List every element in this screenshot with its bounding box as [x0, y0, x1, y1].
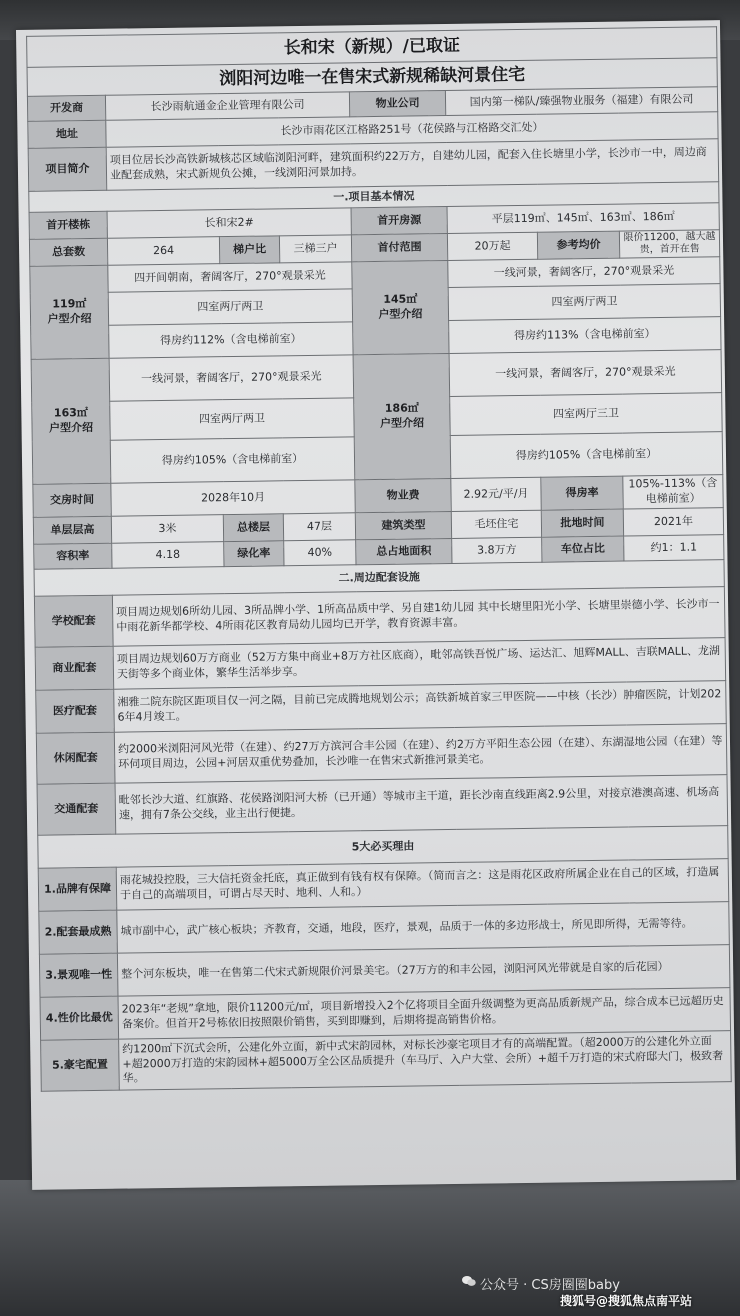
- unit-145-efficiency: 得房约113%（含电梯前室）: [449, 317, 722, 354]
- floor-height-value: 3米: [111, 515, 223, 544]
- reason-2-text: 城市副中心，武广核心板块；齐教育，交通，地段，医疗，景观，品质于一体的多边形战士，所见即所得，无需等待。: [117, 902, 730, 954]
- first-source-value: 平层119㎡、145㎡、163㎡、186㎡: [447, 203, 719, 234]
- commerce-value: 项目周边规划60万方商业（52万方集中商业+8万方社区底商），毗邻高铁吾悦广场、运达汇、旭辉MALL、吉联MALL、龙湖天街等多个商业体，繁华生活举步享。: [113, 638, 726, 690]
- unit-145-feature: 一线河景，奢阔客厅，270°观景采光: [448, 257, 720, 288]
- title-main: 长和宋（新规）/已取证: [27, 27, 717, 68]
- first-building-value: 长和宋2#: [107, 208, 351, 238]
- unit-163-efficiency: 得房约105%（含电梯前室）: [110, 437, 355, 483]
- property-fee-value: 2.92元/平/月: [451, 477, 541, 511]
- first-source-label: 首开房源: [351, 206, 447, 234]
- land-area-label: 总占地面积: [356, 538, 452, 564]
- reason-2-label: 2.配套最成熟: [39, 910, 118, 954]
- school-label: 学校配套: [34, 595, 113, 647]
- total-floors-label: 总楼层: [223, 514, 283, 542]
- unit-119-subtitle: 户型介绍: [47, 311, 92, 326]
- unit-145-subtitle: 户型介绍: [378, 307, 423, 321]
- unit-186-subtitle: 户型介绍: [379, 416, 425, 430]
- reason-5-label: 5.豪宅配置: [41, 1039, 120, 1091]
- efficiency-value: 105%-113%（含电梯前室）: [623, 475, 724, 509]
- unit-186-efficiency: 得房约105%（含电梯前室）: [450, 432, 723, 479]
- watermark-wechat: 公众号 · CS房圈圈baby: [480, 1278, 620, 1293]
- down-payment-value: 20万起: [447, 232, 537, 260]
- total-floors-value: 47层: [283, 513, 355, 541]
- school-value: 项目周边规划6所幼儿园、3所品牌小学、1所高品质中学、另自建1幼儿园 其中长塘里阳光小学、长塘里崇德小学、长沙市一中雨花新华都学校、4所雨花区教育局幼儿园均已开学，教育资源丰富。: [112, 587, 725, 647]
- green-rate-label: 绿化率: [224, 541, 284, 567]
- ref-price-label: 参考均价: [537, 231, 619, 259]
- first-building-label: 首开楼栋: [29, 211, 107, 239]
- building-type-value: 毛坯住宅: [451, 510, 541, 538]
- address-value: 长沙市雨花区江格路251号（花侯路与江格路交汇处）: [106, 112, 718, 148]
- unit-163-title: 163㎡: [53, 406, 88, 420]
- watermark-sohu: 搜狐号@搜狐焦点南平站: [560, 1294, 693, 1308]
- delivery-value: 2028年10月: [111, 480, 355, 516]
- flyer-sheet: [16, 20, 736, 1190]
- reason-4-text: 2023年“老规”拿地，限价11200元/㎡，项目新增投入2个亿将项目全面升级调整为更高品质新规产品，综合成本已远超历史备案价。但首开2号栋依旧按照限价销售，买到即赚到，后期将提高销售价格。: [118, 988, 731, 1040]
- far-value: 4.18: [112, 542, 224, 569]
- unit-119-title: 119㎡: [52, 297, 87, 311]
- traffic-label: 交通配套: [37, 783, 116, 835]
- address-label: 地址: [28, 120, 106, 148]
- total-units-label: 总套数: [29, 238, 107, 266]
- section-surroundings: 二.周边配套设施: [34, 560, 724, 597]
- reason-3-label: 3.景观唯一性: [39, 953, 118, 997]
- intro-value: 项目位居长沙高铁新城核芯区域临浏阳河畔，建筑面积约22万方，自建幼儿园，配套入住长塘里小学，长沙市一中，周边商业配套成熟，宋式新规负公摊，一线浏阳河景加持。: [106, 139, 719, 191]
- unit-119-label: [30, 265, 109, 359]
- unit-186-layout: 四室两厅三卫: [450, 393, 723, 436]
- reason-1-text: 雨花城投控股，三大信托资金托底，真正做到有钱有权有保障。（简而言之：这是雨花区政府所属企业在自己的区域，打造属于自己的高端项目，可谓占尽天时、地利、人和。）: [116, 859, 729, 911]
- land-area-value: 3.8万方: [452, 537, 542, 563]
- delivery-label: 交房时间: [33, 483, 111, 517]
- commerce-label: 商业配套: [35, 646, 114, 690]
- intro-label: 项目简介: [28, 147, 107, 191]
- wechat-icon: [462, 1275, 476, 1287]
- unit-119-layout: 四室两厅两卫: [108, 289, 352, 325]
- developer-label: 开发商: [27, 95, 105, 121]
- leisure-label: 休闲配套: [36, 732, 115, 784]
- ladder-ratio-label: 梯户比: [219, 236, 279, 264]
- land-approval-label: 批地时间: [541, 509, 623, 537]
- land-approval-value: 2021年: [623, 508, 723, 536]
- reason-5-text: 约1200㎡下沉式会所，公建化外立面，新中式宋韵园林，对标长沙豪宅项目才有的高端配置。（超2000万的公建化外立面+超2000万打造的宋韵园林+超5000万全公区品质提升（车马厅、入户大堂、会所）+超千万打造的宋式府邸大门，极致奢华。: [119, 1031, 732, 1091]
- total-units-value: 264: [107, 237, 219, 266]
- property-company-label: 物业公司: [349, 91, 445, 117]
- unit-145-layout: 四室两厅两卫: [448, 284, 721, 321]
- unit-163-feature: 一线河景，奢阔客厅，270°观景采光: [109, 355, 354, 401]
- developer-value: 长沙雨航通金企业管理有限公司: [105, 92, 349, 120]
- floor-height-label: 单层层高: [33, 516, 111, 544]
- unit-163-layout: 四室两厅两卫: [110, 398, 355, 440]
- leisure-value: 约2000米浏阳河风光带（在建）、约27万方滨河合丰公园（在建）、约2万方平阳生态公园（在建）、东湖湿地公园（在建）等环伺项目周边，公园+河居双重优势叠加，长沙唯一在售宋式新推河景美宅。: [114, 724, 727, 784]
- unit-145-title: 145㎡: [383, 292, 418, 307]
- unit-163-subtitle: 户型介绍: [48, 420, 94, 435]
- unit-119-efficiency: 得房约112%（含电梯前室）: [109, 322, 353, 358]
- traffic-value: 毗邻长沙大道、红旗路、花侯路浏阳河大桥（已开通）等城市主干道，距长沙南直线距离2.9公里，对接京港澳高速、机场高速，拥有7条公交线，业主出行便捷。: [115, 775, 728, 835]
- parking-ratio-label: 车位占比: [542, 536, 624, 562]
- unit-186-feature: 一线河景，奢阔客厅，270°观景采光: [449, 350, 722, 397]
- unit-186-title: 186㎡: [384, 401, 419, 416]
- efficiency-label: 得房率: [541, 476, 623, 510]
- section-basic-info: 一.项目基本情况: [29, 182, 719, 213]
- reason-4-label: 4.性价比最优: [40, 996, 119, 1040]
- green-rate-value: 40%: [284, 540, 356, 566]
- parking-ratio-value: 约1：1.1: [624, 535, 724, 561]
- info-table: [26, 26, 732, 1092]
- property-company-value: 国内第一梯队/臻强物业服务（福建）有限公司: [445, 87, 717, 116]
- medical-value: 湘雅二院东院区距项目仅一河之隔，目前已完成腾地规划公示；高铁新城首家三甲医院——中核（长沙）肿瘤医院，计划2026年4月竣工。: [114, 681, 727, 733]
- ladder-ratio-value: 三梯三户: [279, 235, 351, 263]
- medical-label: 医疗配套: [36, 689, 115, 733]
- unit-186-label: [353, 353, 451, 479]
- down-payment-label: 首付范围: [351, 233, 447, 261]
- building-type-label: 建筑类型: [355, 511, 451, 539]
- property-fee-label: 物业费: [355, 478, 451, 512]
- title-sub: 浏阳河边唯一在售宋式新规稀缺河景住宅: [27, 58, 717, 97]
- far-label: 容积率: [34, 543, 112, 569]
- section-reasons: 5大必买理由: [38, 826, 728, 869]
- reason-1-label: 1.品牌有保障: [38, 867, 117, 911]
- unit-163-label: [31, 358, 111, 484]
- unit-119-feature: 四开间朝南，奢阔客厅，270°观景采光: [108, 262, 352, 292]
- ref-price-value: 限价11200，越大越贵，首开在售: [619, 230, 719, 258]
- unit-145-label: [352, 260, 449, 354]
- reason-3-text: 整个河东板块，唯一在售第二代宋式新规限价河景美宅。（27万方的和丰公园，浏阳河风光带就是自家的后花园）: [117, 945, 730, 997]
